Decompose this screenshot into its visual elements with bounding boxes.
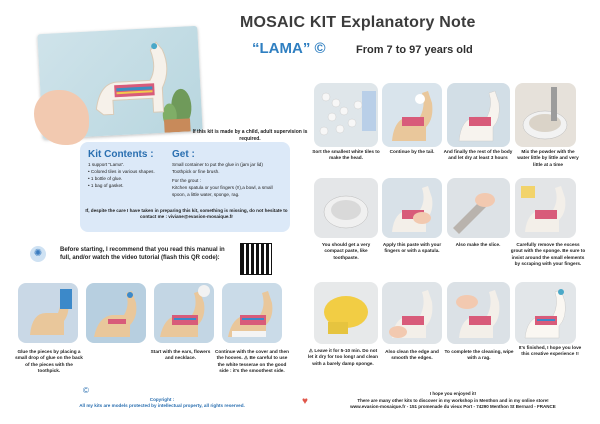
step-image-slice [447, 178, 510, 238]
step-image-mix-powder [515, 83, 576, 147]
get-item: Kitchen spatula or your fingers (!!),a bowl, a small spoon, a little water, sponge, rag. [172, 184, 273, 197]
step-caption: ⚠ Leave it for 5-10 min. Do not let it dry for too long! and clean with a barely damp sponge. [307, 348, 379, 366]
step-caption: Start with the ears, flowers and necklace. [150, 349, 211, 361]
copyright-text: All my kits are models protected by intellectual property, all rights reserved. [79, 403, 245, 409]
step-image-ears [86, 283, 146, 343]
step-image-sponge [314, 282, 378, 344]
step-caption: Continue with the cover and then the hooves. ⚠ Be careful to use the white tesserae on the good side : it's the smoothest side. [215, 349, 289, 374]
kit-contents-list [88, 162, 178, 190]
get-item: Small container to put the glue in (jam jar lid) [172, 162, 263, 167]
step-image-finished [515, 282, 576, 344]
step-image-sort-tiles [314, 83, 378, 147]
kit-contents-item: • 1 bag of gasket. [88, 182, 124, 188]
step-caption: Also clean the edge and smooth the edges. [385, 349, 439, 361]
age-range: From 7 to 97 years old [356, 44, 473, 56]
kit-contents-item: • 1 bottle of glue. [88, 175, 123, 181]
missing-note: If, despite the care I have taken in preparing this kit, something is missing, do not hesitate to contact me : viviane@evasion-mosaique.fr [85, 208, 288, 220]
footer-line: www.evasion-mosaique.fr - 151 promenade du vieux Port - 74290 Menthon St Bernard - FRANCE [350, 404, 556, 410]
footer-line: There are many other kits to discover in my workshop in Menthon and in my online store! [357, 397, 549, 403]
step-caption: Also make the slice. [455, 242, 501, 247]
step-image-remove-excess [515, 178, 576, 238]
step-caption: Mix the powder with the water little by little and very little at a time [517, 149, 579, 167]
step-caption: And finally the rest of the body and let dry at least 3 hours [443, 149, 513, 161]
step-image-cover [154, 283, 214, 343]
step-caption: Continue by the tail. [389, 149, 435, 154]
step-caption: You should get a very compact paste, like toothpaste. [321, 242, 371, 260]
step-caption: To complete the cleaning, wipe with a rag. [444, 349, 514, 361]
step-image-glue [18, 283, 78, 343]
copyright-title: Copyright : [149, 397, 175, 402]
kit-contents-title: Kit Contents : [88, 149, 154, 160]
step-caption: Sort the smallest white tiles to make the head. [312, 149, 380, 161]
step-image-hooves [222, 283, 282, 343]
step-caption: Apply this paste with your fingers or with a spatula. [382, 242, 442, 254]
before-start-note: Before starting, I recommend that you read this manual in full, and/or watch the video tutorial (flash this QR code): [60, 247, 225, 262]
heart-icon: ♥ [302, 396, 308, 407]
kit-name: “LAMA” © [252, 40, 326, 57]
kit-contents-item: 1 support "Lama". [88, 162, 125, 167]
footer-note [318, 391, 588, 411]
get-list [172, 162, 287, 198]
copyright-note [42, 397, 282, 410]
step-image-wipe [447, 282, 510, 344]
page-title: MOSAIC KIT Explanatory Note [240, 14, 476, 31]
step-image-paste [314, 178, 378, 238]
footer-line: I hope you enjoyed it! [429, 391, 477, 396]
kit-contents-item: • Colored tiles in various shapes. [88, 168, 155, 174]
get-item: For the grout : [172, 177, 201, 183]
step-image-tail [382, 83, 442, 147]
lightbulb-icon: ✺ [30, 246, 46, 262]
get-title: Get : [172, 149, 195, 160]
get-item: Toothpick or fine brush. [172, 168, 220, 174]
step-image-body [447, 83, 510, 147]
step-caption: Carefully remove the excess grout with the sponge. Be sure to insist around the small elements by scraping with your fingers. [510, 242, 586, 267]
step-image-clean-edge [382, 282, 442, 344]
qr-code[interactable] [240, 243, 272, 275]
step-caption: Glue the pieces by placing a small drop of glue on the back of the pieces with the toothpick. [15, 349, 83, 374]
step-caption: It's finished, I hope you love this creative experience !! [518, 345, 582, 357]
supervision-note: If this kit is made by a child, adult supervision is required. [192, 129, 308, 142]
step-image-apply-paste [382, 178, 442, 238]
copyright-icon: © [83, 386, 89, 395]
